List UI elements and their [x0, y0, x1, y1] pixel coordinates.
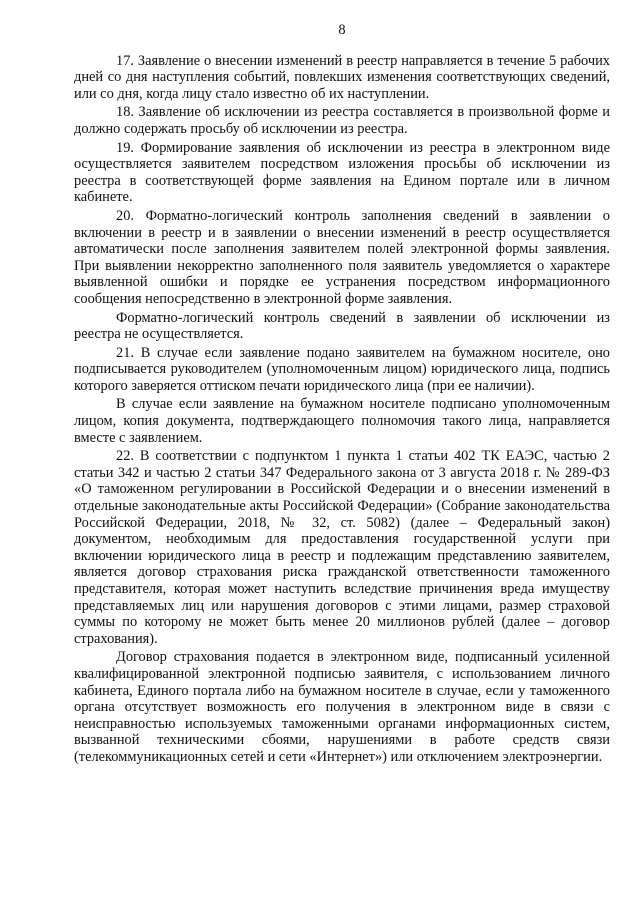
paragraph-22: 22. В соответствии с подпунктом 1 пункта 1 статьи 402 ТК ЕАЭС, частью 2 статьи 342 и частью 2 статьи 347 Федерального закона от 3 августа 2018 г. № 289-ФЗ «О таможенном регулировании в Российской Федерации и о внесении изменений в отдельные законодательные акты Российской Федерации» (Собрание законодательства Российской Федерации, 2018, № 32, ст. 5082) (далее – Федеральный закон) документом, необходимым для предоставления государственной услуги при включении юридического лица в реестр и подлежащим представлению заявителем, является договор страхования риска гражданской ответственности таможенного представителя, которая может наступить вследствие причинения вреда имуществу представляемых лиц или нарушения договоров с этими лицами, размер страховой суммы по которому не может быть менее 20 миллионов рублей (далее – договор страхования).	[74, 448, 610, 647]
paragraph-18: 18. Заявление об исключении из реестра составляется в произвольной форме и должно содержать просьбу об исключении из реестра.	[74, 104, 610, 137]
paragraph-19: 19. Формирование заявления об исключении из реестра в электронном виде осуществляется заявителем посредством изложения просьбы об исключении из реестра в соответствующей форме заявления на Едином портале или в личном кабинете.	[74, 139, 610, 206]
paragraph-21: 21. В случае если заявление подано заявителем на бумажном носителе, оно подписывается руководителем (уполномоченным лицом) юридического лица, подпись которого заверяется оттиском печати юридического лица (при ее наличии).	[74, 344, 610, 394]
page-number: 8	[338, 22, 346, 38]
paragraph-21-note: В случае если заявление на бумажном носителе подписано уполномоченным лицом, копия документа, подтверждающего полномочия такого лица, направляется вместе с заявлением.	[74, 396, 610, 446]
paragraph-22-note: Договор страхования подается в электронном виде, подписанный усиленной квалифицированной электронной подписью заявителя, с использованием личного кабинета, Единого портала либо на бумажном носителе в случае, если у таможенного органа отсутствует возможность его получения в электронном виде в связи с неисправностью используемых таможенными органами информационных систем, вызванной техническими сбоями, нарушениями в работе средств связи (телекоммуникационных сетей и сети «Интернет») или отключением электроэнергии.	[74, 649, 610, 765]
paragraph-20-note: Форматно-логический контроль сведений в заявлении об исключении из реестра не осуществляется.	[74, 309, 610, 343]
paragraph-17: 17. Заявление о внесении изменений в реестр направляется в течение 5 рабочих дней со дня наступления событий, повлекших изменения соответствующих сведений, или со дня, когда лицу стало известно об их наступлении.	[74, 52, 610, 102]
paragraph-20: 20. Форматно-логический контроль заполнения сведений в заявлении о включении в реестр и в заявлении о внесении изменений в реестр осуществляется автоматически после заполнения заявителем полей электронной формы заявления. При выявлении некорректно заполненного поля заявитель уведомляется о характере выявленной ошибки и порядке ее устранения посредством информационного сообщения непосредственно в электронной форме заявления.	[74, 207, 610, 307]
